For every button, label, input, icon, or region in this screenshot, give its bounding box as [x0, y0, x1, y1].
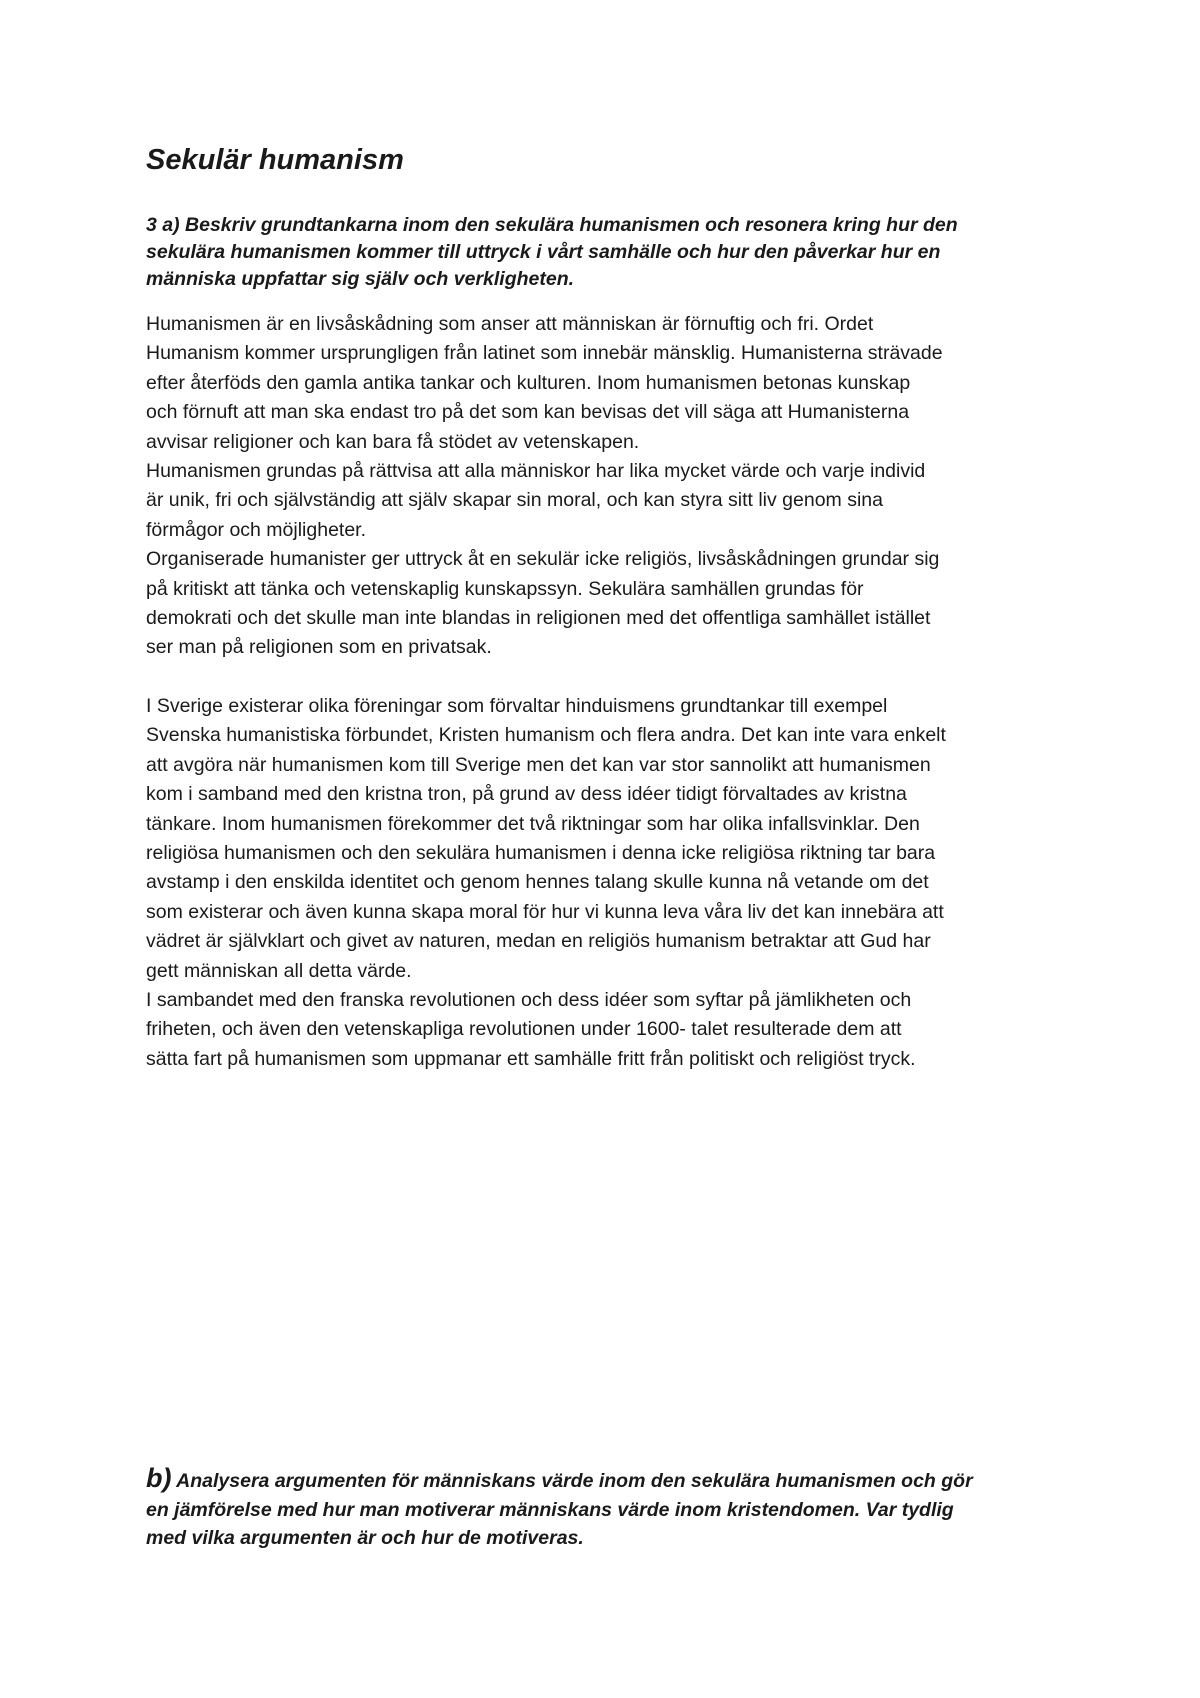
question-b-label: b): [146, 1463, 172, 1493]
question-a-line: sekulära humanismen kommer till uttryck i vårt samhälle och hur den påverkar hur en: [146, 241, 941, 263]
paragraph-line: tänkare. Inom humanismen förekommer det två riktningar som har olika infallsvinklar. Den: [146, 812, 920, 835]
paragraph-line: Humanismen är en livsåskådning som anser att människan är förnuftig och fri. Ordet: [146, 313, 874, 335]
paragraph-line: är unik, fri och självständig att själv skapar sin moral, och kan styra sitt liv genom sina: [146, 489, 883, 512]
paragraph-line: avstamp i den enskilda identitet och genom hennes talang skulle kunna nå vetande om det: [146, 871, 929, 894]
question-a: [146, 212, 1076, 293]
paragraph-line: I sambandet med den franska revolutionen och dess idéer som syftar på jämlikheten och: [146, 989, 912, 1012]
paragraph-line: efter återföds den gamla antika tankar och kulturen. Inom humanismen betonas kunskap: [146, 371, 911, 394]
paragraph-line: Organiserade humanister ger uttryck åt en sekulär icke religiös, livsåskådningen grundar sig: [146, 548, 940, 571]
paragraph-line: på kritiskt att tänka och vetenskaplig kunskapssyn. Sekulära samhällen grundas för: [146, 577, 864, 600]
paragraph-line: kom i samband med den kristna tron, på grund av dess idéer tidigt förvaltades av kristna: [146, 783, 907, 806]
paragraph-line: gett människan all detta värde.: [146, 959, 412, 982]
paragraph-line: Humanismen grundas på rättvisa att alla människor har lika mycket värde och varje individ: [146, 460, 926, 483]
paragraph-line: I Sverige existerar olika föreningar som förvaltar hinduismens grundtankar till exempel: [146, 695, 888, 717]
question-a-line: 3 a) Beskriv grundtankarna inom den sekulära humanismen och resonera kring hur den: [146, 214, 958, 236]
question-b-line: [146, 1464, 1076, 1496]
paragraph-line: friheten, och även den vetenskapliga revolutionen under 1600- talet resulterade dem att: [146, 1018, 902, 1041]
question-b-line: en jämförelse med hur man motiverar människans värde inom kristendomen. Var tydlig: [146, 1498, 954, 1521]
paragraph-line: avvisar religioner och kan bara få stödet av vetenskapen.: [146, 430, 640, 453]
question-a-line: människa uppfattar sig själv och verkligheten.: [146, 268, 575, 290]
paragraph-line: vädret är självklart och givet av naturen, medan en religiös humanism betraktar att Gud har: [146, 930, 931, 953]
question-b-line-rest: Analysera argumenten för människans värde inom den sekulära humanismen och gör: [171, 1470, 973, 1492]
paragraph-line: sätta fart på humanismen som uppmanar ett samhälle fritt från politiskt och religiöst tryck.: [146, 1047, 916, 1070]
paragraph-line: Svenska humanistiska förbundet, Kristen humanism och flera andra. Det kan inte vara enkelt: [146, 724, 946, 747]
paragraph-line: religiösa humanismen och den sekulära humanismen i denna icke religiösa riktning tar bara: [146, 842, 936, 865]
answer-paragraph-1: [146, 310, 1076, 663]
answer-paragraph-2: [146, 692, 1076, 1074]
document-title: Sekulär humanism: [146, 144, 404, 176]
paragraph-line: att avgöra när humanismen kom till Sverige men det kan var stor sannolikt att humanismen: [146, 753, 931, 776]
paragraph-line: ser man på religionen som en privatsak.: [146, 636, 492, 659]
paragraph-line: demokrati och det skulle man inte blandas in religionen med det offentliga samhället istället: [146, 607, 931, 630]
question-b-line: med vilka argumenten är och hur de motiveras.: [146, 1527, 584, 1549]
question-b: [146, 1464, 1076, 1553]
paragraph-line: förmågor och möjligheter.: [146, 518, 367, 541]
paragraph-line: och förnuft att man ska endast tro på det som kan bevisas det vill säga att Humanisterna: [146, 401, 910, 424]
paragraph-line: som existerar och även kunna skapa moral för hur vi kunna leva våra liv det kan innebära att: [146, 900, 944, 923]
paragraph-line: Humanism kommer ursprungligen från latinet som innebär mänsklig. Humanisterna strävade: [146, 342, 943, 365]
